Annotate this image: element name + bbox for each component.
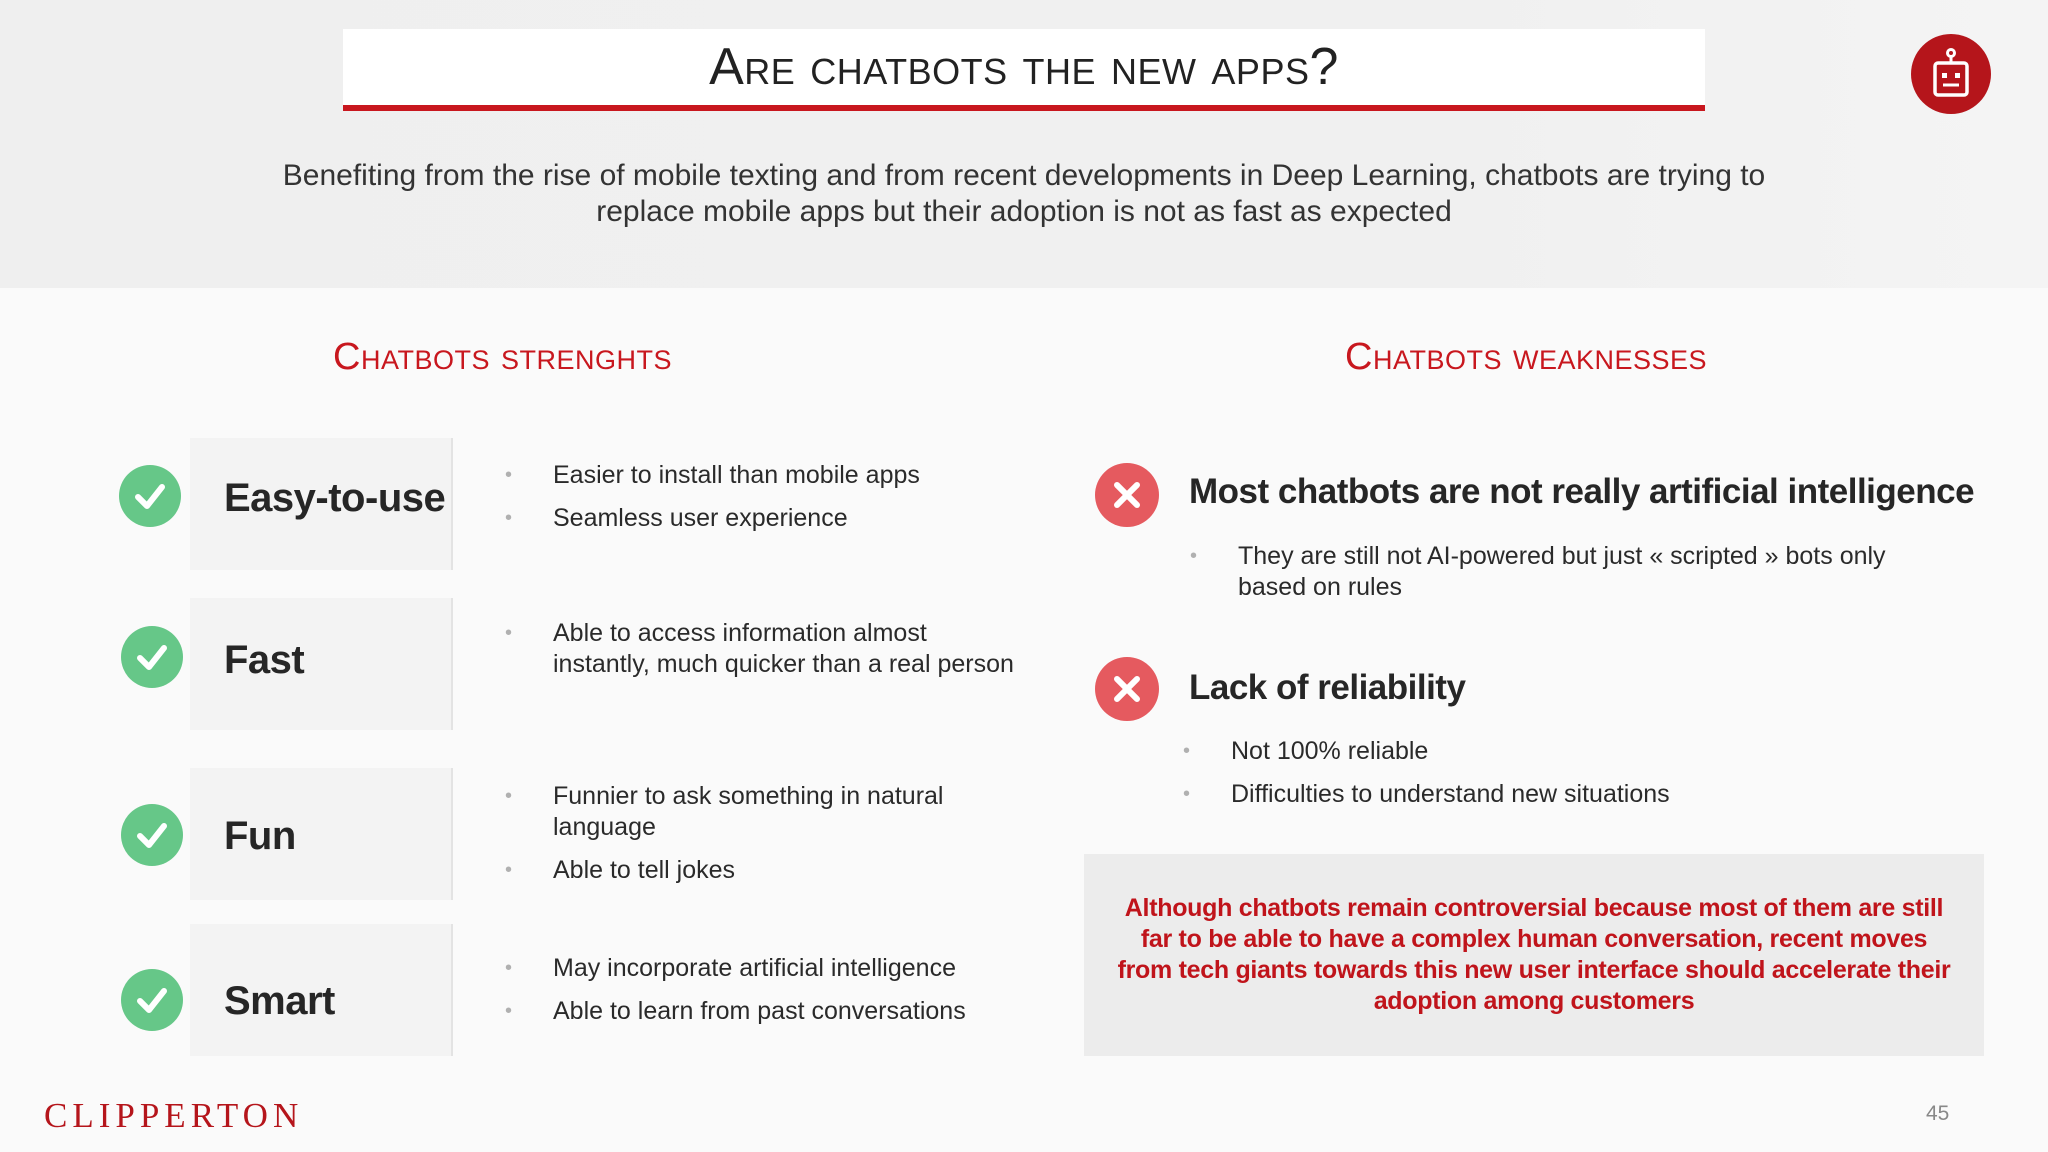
list-item: • May incorporate artificial intelligence (505, 954, 956, 982)
strength-bullets (505, 953, 1025, 1039)
list-item: • Easier to install than mobile apps (505, 461, 920, 489)
strength-name: Easy-to-use (224, 476, 446, 520)
subtitle: Benefiting from the rise of mobile texting and from recent developments in Deep Learning, chatbots are trying to replace mobile apps but their adoption is not as fast as expected (282, 159, 1766, 228)
check-icon (121, 626, 183, 688)
robot-icon (1911, 34, 1991, 114)
list-item: • They are still not AI-powered but just « scripted » bots only based on rules (1190, 542, 1886, 601)
weakness-bullets (1183, 736, 1903, 822)
weakness-bullets (1190, 541, 1890, 615)
strengths-heading: Chatbots strenghts (333, 336, 673, 378)
weakness-title: Lack of reliability (1189, 668, 1466, 707)
check-icon (119, 465, 181, 527)
check-icon (121, 969, 183, 1031)
title-box (343, 29, 1705, 111)
cross-icon (1095, 463, 1159, 527)
page-number: 45 (1926, 1102, 1950, 1125)
list-item: • Funnier to ask something in natural language (505, 782, 944, 841)
divider (451, 438, 453, 570)
strength-name: Smart (224, 979, 335, 1023)
cross-icon (1095, 657, 1159, 721)
weaknesses-heading: Chatbots weaknesses (1345, 336, 1708, 378)
page-title: Are chatbots the new apps? (709, 38, 1339, 96)
list-item: • Difficulties to understand new situations (1183, 780, 1670, 808)
list-item: • Able to access information almost instantly, much quicker than a real person (505, 619, 1014, 678)
list-item: • Seamless user experience (505, 504, 848, 532)
clipperton-logo: CLIPPERTON (44, 1096, 304, 1135)
list-item: • Not 100% reliable (1183, 737, 1429, 765)
conclusion-box (1084, 854, 1984, 1056)
strength-name: Fun (224, 814, 296, 858)
list-item: • Able to tell jokes (505, 856, 736, 884)
divider (451, 768, 453, 900)
conclusion-text: Although chatbots remain controversial because most of them are still far to be able to have a complex human conversation, recent moves from tech giants towards this new user interface should accelerate their adoption among customers (1117, 894, 1951, 1015)
strength-bullets (505, 460, 1025, 546)
strength-name: Fast (224, 638, 305, 682)
check-icon (121, 804, 183, 866)
weakness-title: Most chatbots are not really artificial intelligence (1189, 472, 1975, 511)
strength-bullets (505, 618, 1025, 692)
divider (451, 598, 453, 730)
strength-bullets (505, 781, 1025, 898)
list-item: • Able to learn from past conversations (505, 997, 966, 1025)
divider (451, 924, 453, 1056)
